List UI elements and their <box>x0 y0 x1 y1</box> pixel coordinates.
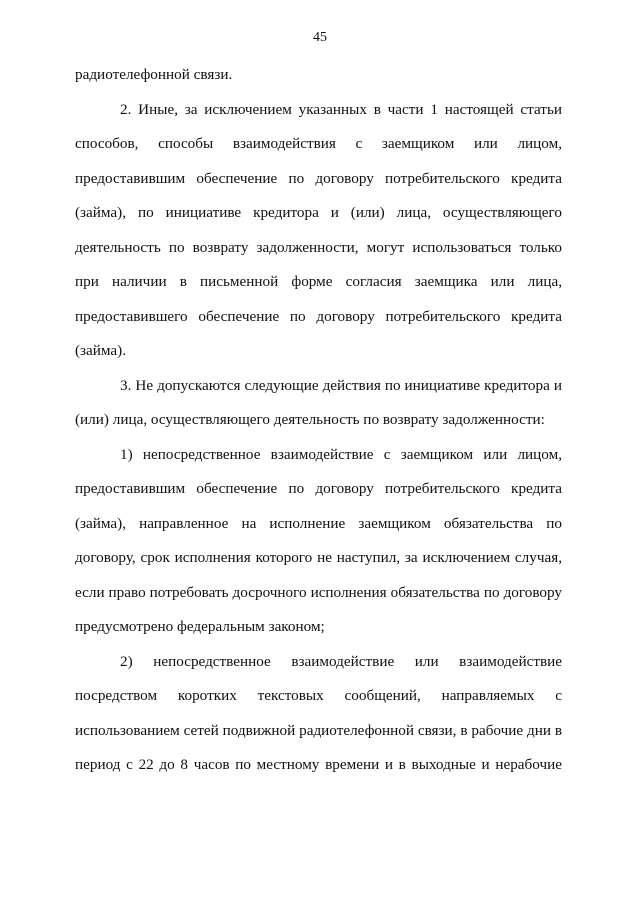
paragraph-item-2: 2. Иные, за исключением указанных в части 1 настоящей статьи способов, способы взаимодействия с заемщиком или лицом, предоставившим обеспечение по договору потребительского кредита (займа), по инициативе кредитора и (или) лица, осуществляющего деятельность по возврату задолженности, могут использоваться только при наличии в письменной форме согласия заемщика или лица, предоставившего обеспечение по договору потребительского кредита (займа). <box>75 100 562 359</box>
page-number: 45 <box>313 30 327 45</box>
paragraph-subitem-1: 1) непосредственное взаимодействие с заемщиком или лицом, предоставившим обеспечение по договору потребительского кредита (займа), направленное на исполнение заемщиком обязательства по договору, срок исполнения которого не наступил, за исключением случая, если право потребовать досрочного исполнения обязательства по договору предусмотрено федеральным законом; <box>75 445 562 635</box>
paragraph-continuation: радиотелефонной связи. <box>75 66 233 83</box>
document-body <box>75 58 562 783</box>
paragraph-item-3: 3. Не допускаются следующие действия по инициативе кредитора и (или) лица, осуществляющего деятельность по возврату задолженности: <box>75 376 562 428</box>
paragraph-subitem-2: 2) непосредственное взаимодействие или взаимодействие посредством коротких текстовых сообщений, направляемых с использованием сетей подвижной радиотелефонной связи, в рабочие дни в период с 22 до 8 часов по местному времени и в выходные и нерабочие <box>75 652 562 773</box>
